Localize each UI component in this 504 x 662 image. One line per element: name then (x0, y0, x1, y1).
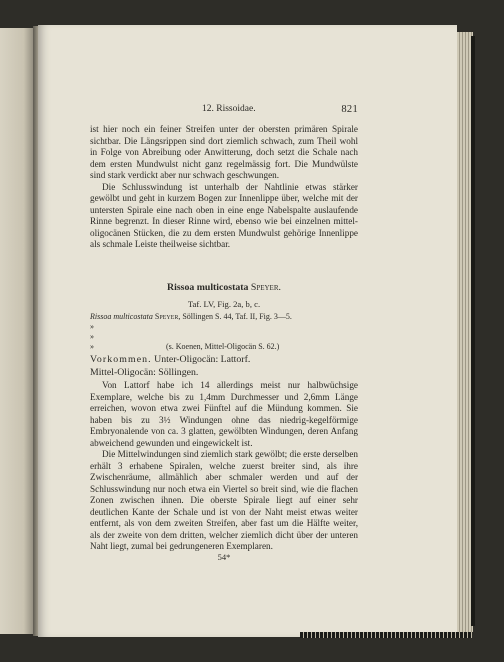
occurrence-lower: Unter-Oligocän: Lattorf. (154, 354, 251, 365)
facing-page-edge (0, 28, 34, 634)
running-head-section: 12. Rissoidae. (202, 104, 256, 114)
signature-mark: 54* (217, 552, 231, 562)
ref-citation: Söllingen S. 44, Taf. II, Fig. 3—5. (182, 312, 292, 321)
paragraph: Die Mittelwindungen sind ziemlich stark gewölbt; die erste derselben erhält 3 erhabene Spiralen, welche zuerst breiter sind, als ihre Zwischenräume, allmählich aber schmaler werden und auf der Schlusswindung nur noch etwa ein Viertel so breit sind, wie die flachen Zonen zwischen ihnen. Die oberste Spirale liegt auf einer sehr deutlichen Kante der Schale und ist von der Naht meist etwas weiter entfernt, als von dem zweiten Streifen, aber fast um die Hälfte weiter, als der zweite von dem dritten, welcher ziemlich dicht über der unteren Naht liegt, zumal bei gedrungeneren Exemplaren. (90, 449, 358, 551)
page-number: 821 (341, 104, 358, 115)
literature-reference-1 (90, 312, 358, 322)
running-head (90, 104, 358, 116)
top-text-block (90, 124, 358, 251)
ref-species-name: Rissoa multicostata (90, 312, 153, 321)
description-block (90, 380, 358, 553)
occurrence (90, 354, 358, 379)
species-name: Rissoa multicostata (167, 282, 249, 293)
species-heading (90, 282, 358, 294)
paragraph: Von Lattorf habe ich 14 allerdings meist nur halbwüchsige Exemplare, welche bis zu 1,4mm Durchmesser und 2,6mm Länge erreichen, wovon etwa zwei Fünftel auf die Mündung kommen. Sie haben bis zu 3½ Windungen ohne das niedrig-kegelförmige Embryonalende von ca. 3 glatten, gewölbten Windungen, deren Anfang abweichend gewunden und eingewickelt ist. (90, 380, 358, 448)
ref-citation-2: (s. Koenen, Mittel-Oligocän S. 62.) (166, 342, 280, 351)
occurrence-line-1 (90, 354, 358, 367)
occurrence-line-2: Mittel-Oligocän: Söllingen. (90, 366, 199, 378)
ditto-marks: » » » (90, 322, 120, 351)
species-author: Speyer. (250, 282, 281, 293)
page-stack-shadow (471, 36, 475, 626)
literature-reference-2 (90, 322, 358, 352)
ref-author: Speyer, (154, 312, 181, 321)
bottom-page-edge (300, 632, 472, 638)
occurrence-label: Vorkommen. (90, 354, 152, 365)
plate-reference: Taf. LV, Fig. 2a, b, c. (187, 298, 261, 309)
paragraph: Die Schlusswindung ist unterhalb der Nahtlinie etwas stärker gewölbt und geht in kurzem Bogen zur Innenlippe über, welche mit der untersten Spirale eine nach oben in eine enge Nabelspalte auslaufende Rinne begrenzt. In dieser Rinne wird, ebenso wie bei einzelnen mittel-oligocänen Stücken, die zu dem ersten Mundwulst gehörige Innenlippe als schmale Leiste theilweise sichtbar. (90, 181, 358, 249)
paragraph: ist hier noch ein feiner Streifen unter der obersten primären Spirale sichtbar. Die Längsrippen sind dort ziemlich schwach, zum Theil wohl in Folge von Abreibung oder Anwitterung, doch setzt die Schale nach dem ersten Mundwulst nicht ganz regelmässig fort. Die Mundwülste sind stark verdickt aber nur schwach geschwungen. (90, 124, 358, 180)
species-section (90, 282, 358, 553)
